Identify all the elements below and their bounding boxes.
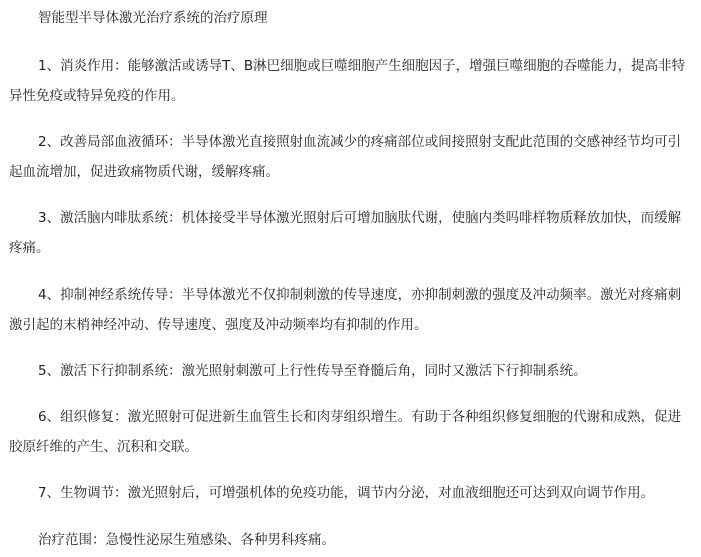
treatment-scope-text: 急慢性泌尿生殖感染、各种男科疼痛。 — [105, 532, 335, 548]
principle-paragraph-6 — [9, 402, 693, 462]
principle-text-7: 激光照射后，可增强机体的免疫功能，调节内分泌，对血液细胞还可达到双向调节作用。 — [127, 485, 655, 501]
principle-label-1: 1、消炎作用： — [38, 58, 128, 74]
principle-paragraph-5 — [9, 356, 693, 386]
document-title: 智能型半导体激光治疗系统的治疗原理 — [38, 10, 268, 26]
principle-text-2: 半导体激光直接照射血流减少的疼痛部位或间接照射支配此范围的交感神经节均可引起血流增加，促进致痛物质代谢，缓解疼痛。 — [9, 134, 682, 180]
principle-label-3: 3、激活脑内啡肽系统： — [38, 210, 182, 226]
principle-text-6: 激光照射可促进新生血管生长和肉芽组织增生。有助于各种组织修复细胞的代谢和成熟，促进胶原纤维的产生、沉积和交联。 — [9, 409, 682, 455]
treatment-scope-label: 治疗范围： — [38, 532, 106, 548]
treatment-scope-paragraph — [9, 525, 693, 555]
principle-text-3: 机体接受半导体激光照射后可增加脑肽代谢，使脑内类吗啡样物质释放加快，而缓解疼痛。 — [9, 210, 682, 256]
principle-text-1: 能够激活或诱导T、B淋巴细胞或巨噬细胞产生细胞因子，增强巨噬细胞的吞噬能力，提高非特异性免疫或特异免疫的作用。 — [9, 58, 686, 104]
principle-paragraph-2 — [9, 127, 693, 187]
principle-label-6: 6、组织修复： — [38, 409, 128, 425]
principle-label-4: 4、抑制神经系统传导： — [38, 287, 182, 303]
principle-paragraph-3 — [9, 203, 693, 263]
principle-text-5: 激光照射刺激可上行性传导至脊髓后角，同时又激活下行抑制系统。 — [181, 363, 587, 379]
principle-paragraph-4 — [9, 280, 693, 340]
principle-paragraph-1 — [9, 51, 693, 111]
principle-label-5: 5、激活下行抑制系统： — [38, 363, 182, 379]
principle-text-4: 半导体激光不仅抑制刺激的传导速度，亦抑制刺激的强度及冲动频率。激光对疼痛刺激引起的末梢神经冲动、传导速度、强度及冲动频率均有抑制的作用。 — [9, 287, 682, 333]
principle-paragraph-7 — [9, 478, 693, 508]
principle-label-2: 2、改善局部血液循环： — [38, 134, 182, 150]
principle-label-7: 7、生物调节： — [38, 485, 128, 501]
